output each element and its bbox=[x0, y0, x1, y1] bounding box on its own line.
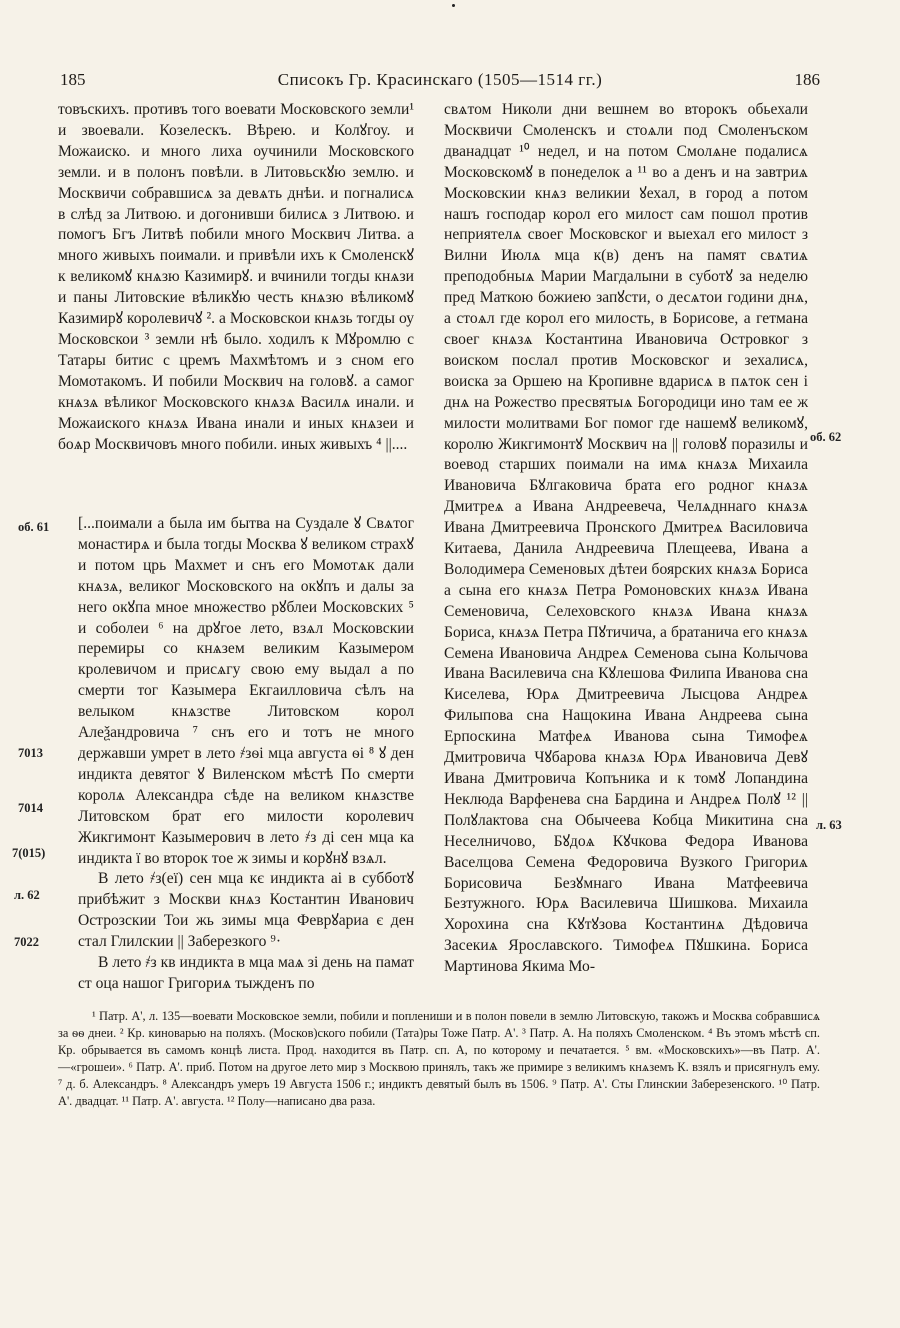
page-number-right: 186 bbox=[794, 70, 820, 89]
left-column-bottom bbox=[78, 514, 414, 995]
page-mark bbox=[452, 4, 455, 7]
margin-7015: 7(015) bbox=[12, 846, 46, 860]
margin-ob61: об. 61 bbox=[18, 520, 50, 534]
left-top-text: товъскихъ. противъ того воевати Московского земли¹ и звоевали. Козелескъ. Вѣрею. и Колꙋгоу. и Можаиско. и много лиха оучинили Московского земли. и в полонъ повѣли. в Литовьскꙋю землю. и Москвичи собравшисѧ за девѧть днѣи. и погналисѧ в слѣд за Литвою. и догонивши билисѧ з Литвою. и помогъ Бгъ Литвѣ побили много Москвич Литва. а много живыхъ поимали. и привѣли ихъ к Смоленскꙋ к великомꙋ кнѧзю Казимирꙋ. и вчинили тогды кнѧзи и паны Литовские вѣликꙋю честь кнѧзю вѣликомꙋ Казимирꙋ королевичꙋ ². а Московскои кнѧзь тогды оу Московскои ³ земли нѣ было. ходилъ к Мꙋромлю с Татары битис с цремъ Махмѣтомъ и з сном его Момотакомъ. И побили Москвич на головꙋ. а самог кнѧзѧ вѣликог Московского кнѧзѧ Василѧ инали. и Можаиского кнѧзѧ Ивана инали и иных кнѧзеи и боѧр Москвичовъ много побили. иных живыхъ ⁴ ||.... bbox=[58, 101, 414, 453]
right-text: свѧтом Николи дни вешнем во второкъ обьехали Москвичи Смоленскъ и стоѧли под Смоленъском дванадцат ¹⁰ недел, и на потом Смолѧне подалисѧ Московскомꙋ в понеделок а ¹¹ во а денъ и на завтриѧ Московскии кнѧз великии ꙋехал, в город а потом нашъ господар корол его милост сам пошол против неприятелѧ своег Московског и выехал его милост з Вилни Июлѧ мца к(в) денъ на памят свѧтиѧ преподобныѧ Марии Магдалыни в суботꙋ за неделю пред Маткою божиею запꙋсти, о десѧтои години днѧ, а стоѧл где корол его милость, в Борисове, а гетмана своег кнѧзѧ Костантина Ивановича Островког з воиском послал против Московског и зехалисѧ, воиска за Оршею на Кропивне вдарисѧ в пѧток сен і днѧ на Рожество пресвятыѧ Богородици ино там ее ж милости молитвами Бог помог где нашемꙋ великомꙋ, королю Жикгимонтꙋ Москвич на || головꙋ поразилы и воевод старших поимали на имѧ кнѧзѧ Михаила Ивановича Бꙋлгаковича брата его родног кнѧзѧ Дмитреѧ а Ивана Андреевеча, Челѧдннаго кнѧзѧ Ивана Дмитреевича Пронского Дмитреѧ Василовича Китаева, Данила Андреевича Плещеева, Ивана а Володимера Семеновых дѣтеи боярских кнѧзѧ Бориса а сына его кнѧзѧ Петра Ромоновскиx кнѧзѧ Ивана Семеновича, Селеховского кнѧзѧ Ивана кнѧзѧ Бориса, кнѧзѧ Петра Пꙋтичича, а братанича его кнѧзѧ Семена Ивановича Андреѧ Семенова сына Колычова Ивана Василевича сна Кꙋлешова Филипа Иванова сна Киселева, Юрѧ Дмитреевича Лысцова Андреѧ Филыпова сна Нащокина Ивана Андреева сына Ерпоскина Матфеѧ Иванова сына Тимофеѧ Дмитровича Чꙋбарова кнѧзѧ Юрѧ Ивановича Девꙋ Ивана Дмитровича Копъника и к томꙋ Лопандина Неклюда Варфенева сна Бардина и Андреѧ Полꙋ ¹² || Полꙋлактова сна Обычеева Кобца Микитина сна Неселничово, Бꙋдоѧ Кꙋчкова Федора Иванова Васелцова Семена Федоровича Вузкого Григориѧ Борисовича Безꙋмнаго Ивана Матфеевича Безтужного. Юрѧ Василевича Шишкова. Михаила Хорохина сна Кꙋтꙋзова Костантинѧ Дѣдовича Засекиѧ Ярославского. Тимофеѧ Пꙋшкина. Бориса Мартинова Якима Мо- bbox=[444, 101, 808, 976]
margin-7022: 7022 bbox=[14, 935, 39, 949]
margin-7014: 7014 bbox=[18, 801, 43, 815]
footnotes bbox=[58, 1008, 820, 1110]
margin-l63: л. 63 bbox=[816, 818, 842, 832]
running-title: Списокъ Гр. Красинскаго (1505—1514 гг.) bbox=[277, 70, 603, 89]
left-entry-3: В лето ҂з кв индикта в мца маѧ зі день на памат ст оца нашог Григориѧ тыжденъ по bbox=[78, 954, 414, 992]
left-entry-1: [...поимали а была им бытва на Суздале ꙋ Свѧтог монастирѧ и была тогды Москва ꙋ великом страхꙋ и потом црь Махмет и снъ его Момотѧк дали кнѧзѧ, великог Московского на окꙋпъ и далы за него окꙋпа мное множество рꙋблеи Московских ⁵ и соболеи ⁶ на дрꙋгое лето, взѧл Московскии перемиры со кнѧзем великим Казымером кролевичом и присѧгу свою ему выдал а по смерти тог Казымера Екгаилловича сѣлъ на велыком кнѧзстве Литовском корол Алеѯандровича ⁷ снъ его и тотъ не много державши умрет в лето ҂зѳі мца августа ѳі ⁸ ꙋ ден индикта девятог ꙋ Виленском мѣстѣ По смерти королѧ Александра сѣде на великом кнѧзстве Литовском брат его милости королевич Жикгимонт Казымерович в лето ҂з ді сен мца ка индикта ї во второк тое ж зимы и корꙋнꙋ взѧл. bbox=[78, 515, 414, 867]
margin-ob62: об. 62 bbox=[810, 430, 842, 444]
left-column-top bbox=[58, 100, 414, 455]
left-entry-2: В лето ҂з(еї) сен мца кє индикта аі в субботꙋ прибѣжит з Москви кнѧз Костантин Иванович Острозскии Тои жь зимы мца Феврꙋариа є ден стал Глилскии || Заберезкого ⁹· bbox=[78, 870, 414, 951]
footnotes-text: ¹ Патр. А', л. 135—воевати Московское земли, побили и поплениши и в полон повели в землю Литовскую, такожъ и Москва собравшисѧ за ѳѳ днеи. ² Кр. киноварью на поляхъ. (Москов)ского побили (Тата)ры Тоже Патр. А'. ³ Патр. А. На поляхъ Смоленском. ⁴ Въ этомъ мѣстѣ сп. Кр. обрывается въ самомъ концѣ листа. Прод. находится въ Патр. сп. А, по которому и печатается. ⁵ вм. «Московскихъ»—въ Патр. А'.—«грошеи». ⁶ Патр. А'. приб. Потом на другое лето мир з Москвою принялъ, такъ же примире з великимъ кнѧземъ К. взялъ и присягнулъ ему. ⁷ д. б. Александръ. ⁸ Александръ умеръ 19 Августа 1506 г.; индиктъ девятый былъ въ 1506. ⁹ Патр. А'. Сты Глинскии Заберезенского. ¹⁰ Патр. А'. двадцат. ¹¹ Патр. А'. августа. ¹² Полу—написано два раза. bbox=[58, 1009, 820, 1108]
right-column bbox=[444, 100, 808, 978]
margin-l62: л. 62 bbox=[14, 888, 40, 902]
margin-7013: 7013 bbox=[18, 746, 43, 760]
running-header bbox=[60, 70, 820, 98]
page-number-left: 185 bbox=[60, 70, 86, 89]
